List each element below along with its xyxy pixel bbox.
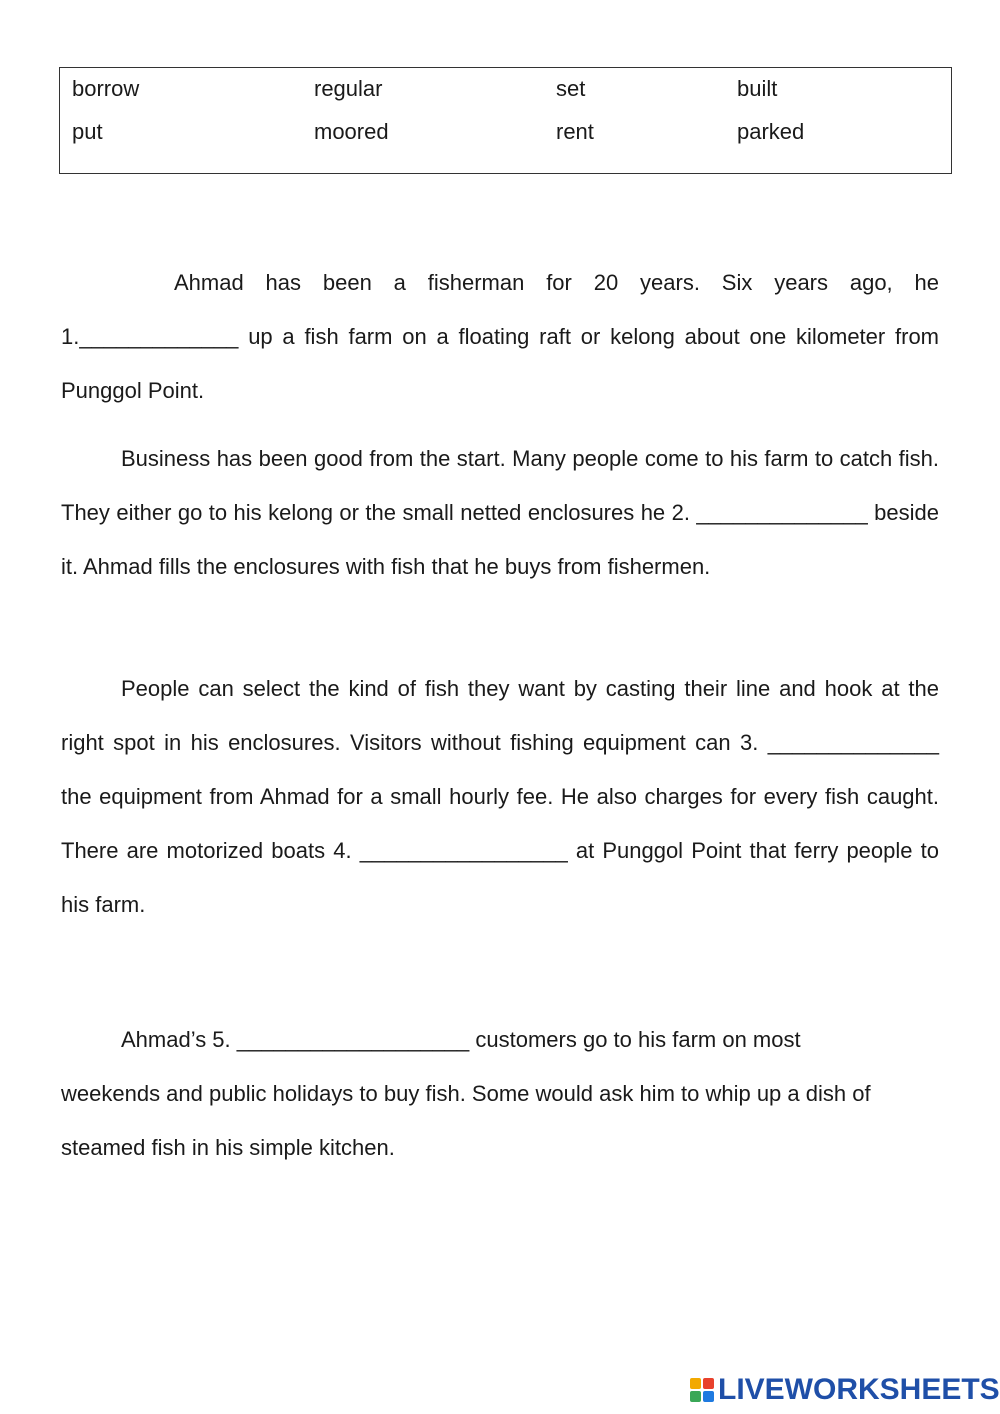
word-bank-word: borrow (72, 76, 140, 101)
liveworksheets-logo (690, 1373, 1000, 1407)
paragraph-text: People can select the kind of fish they want by casting their line and hook at the right spot in his enclosures. Visitors without fishing equipment can 3. (61, 676, 939, 755)
paragraph-text: at Punggol Point that ferry people to his farm. (61, 838, 939, 917)
logo-square (703, 1391, 714, 1402)
logo-square (690, 1391, 701, 1402)
word-bank-word: parked (737, 119, 805, 144)
word-bank-word: set (556, 76, 586, 101)
paragraph-text: customers go to his farm on most (469, 1027, 801, 1052)
paragraph-text: beside it. Ahmad fills the enclosures with fish that he buys from fishermen. (61, 500, 939, 579)
paragraph-text: Ahmad has been a fisherman for 20 years. Six years ago, he 1. (61, 270, 939, 349)
paragraph-text: weekends and public holidays to buy fish. Some would ask him to whip up a dish of steamed fish in his simple kitchen. (61, 1081, 871, 1160)
word-bank-word: rent (556, 119, 594, 144)
answer-blank-1[interactable]: _____________ (79, 324, 239, 349)
word-bank-word: moored (314, 119, 389, 144)
paragraph-text: up a fish farm on a floating raft or kelong about one kilometer from Punggol Point. (61, 324, 939, 403)
word-bank-word: built (737, 76, 778, 101)
logo-square (703, 1378, 714, 1389)
answer-blank-3[interactable]: ______________ (767, 730, 939, 755)
word-bank-box (59, 67, 952, 174)
word-bank-word: regular (314, 76, 383, 101)
answer-blank-4[interactable]: _________________ (359, 838, 568, 863)
answer-blank-5[interactable]: ___________________ (236, 1027, 470, 1052)
paragraph-2 (61, 432, 939, 594)
paragraph-1 (61, 256, 939, 418)
paragraph-4 (61, 1013, 939, 1175)
word-bank-word: put (72, 119, 103, 144)
logo-square (690, 1378, 701, 1389)
paragraph-text: the equipment from Ahmad for a small hourly fee. He also charges for every fish caught. There are motorized boats 4. (61, 784, 939, 863)
logo-text: LIVEWORKSHEETS (718, 1373, 1000, 1406)
paragraph-text: Ahmad’s 5. (121, 1027, 237, 1052)
paragraph-3 (61, 662, 939, 932)
answer-blank-2[interactable]: ______________ (696, 500, 868, 525)
liveworksheets-logo-icon (690, 1378, 714, 1402)
paragraph-text: Business has been good from the start. Many people come to his farm to catch fish. They either go to his kelong or the small netted enclosures he 2. (61, 446, 939, 525)
